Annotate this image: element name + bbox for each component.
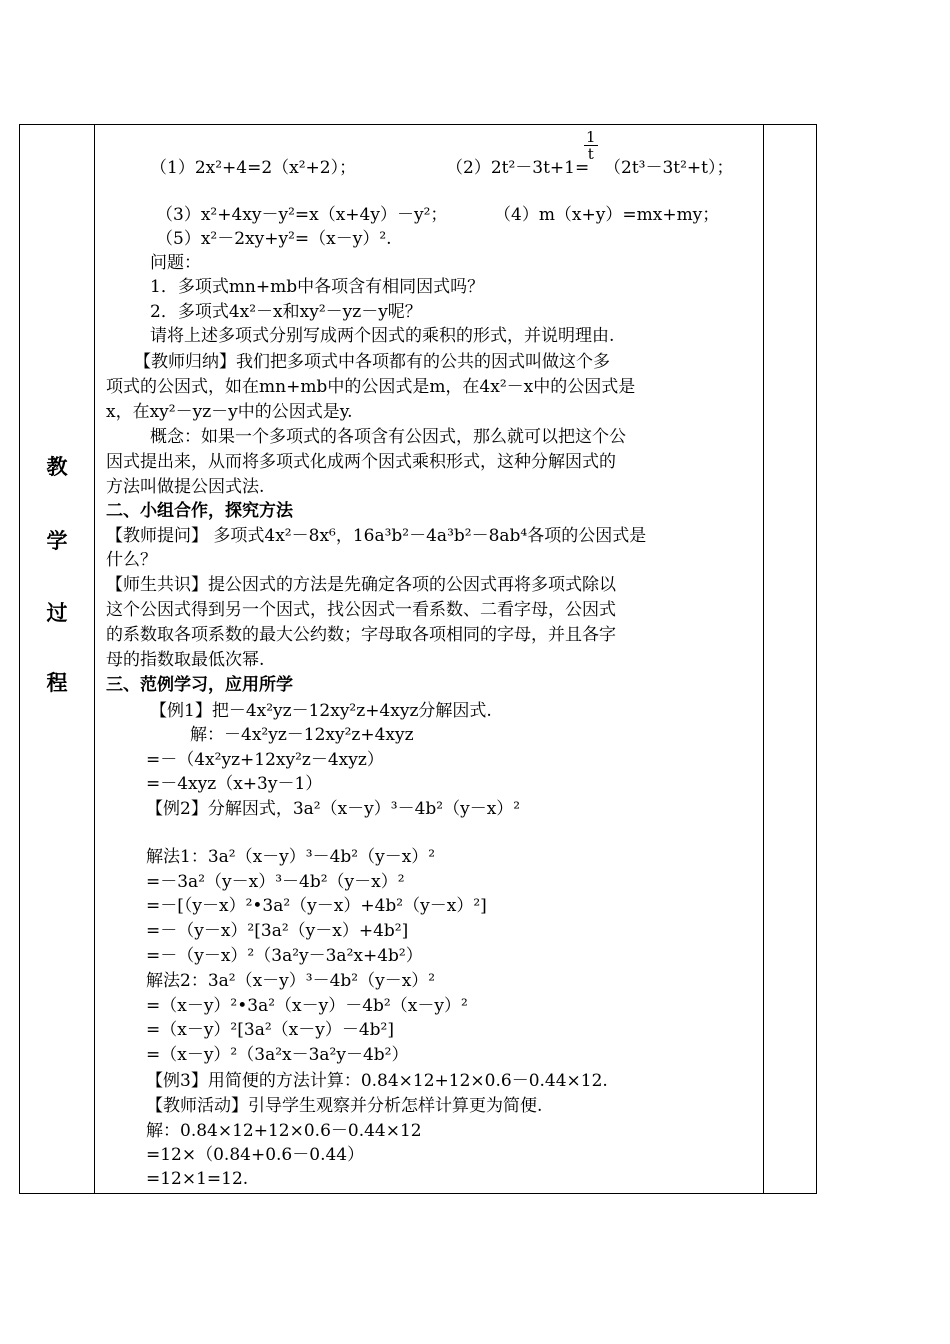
fraction-one-over-t: [584, 129, 598, 162]
teacher-summary: 项式的公因式，如在mn+mb中的公因式是m，在4x²－x中的公因式是: [106, 377, 636, 397]
exercise-2-rest: （2t³－3t²+t）；: [604, 158, 734, 178]
example-2-step: =－3a²（y－x）³－4b²（y－x）²: [146, 872, 405, 892]
example-2-step: =（x－y）²（3a²x－3a²y－4b²）: [146, 1045, 409, 1065]
example-2-step: =（x－y）²•3a²（x－y）－4b²（x－y）²: [146, 996, 468, 1016]
example-1-step: =－4xyz（x+3y－1）: [146, 774, 323, 794]
example-2-step: =－[（y－x）²•3a²（y－x）+4b²（y－x）²]: [146, 896, 487, 916]
example-3-solution: 解：0.84×12+12×0.6－0.44×12: [146, 1121, 422, 1141]
exercise-3: （3）x²+4xy－y²=x（x+4y）－y²；: [156, 205, 448, 225]
fraction-numerator: 1: [586, 128, 596, 146]
example-2-step: =（x－y）²[3a²（x－y）－4b²]: [146, 1020, 394, 1040]
side-label-char: 过: [46, 601, 68, 625]
example-1-solution: 解：－4x²yz－12xy²z+4xyz: [190, 725, 414, 745]
question-1: 1．多项式mn+mb中各项含有相同因式吗？: [150, 277, 485, 297]
example-1: 【例1】把－4x²yz－12xy²z+4xyz分解因式.: [150, 701, 492, 721]
example-3-step: =12×1=12.: [146, 1169, 249, 1189]
exercise-2: （2）2t²－3t+1=: [446, 158, 590, 178]
column-divider-left: [94, 125, 95, 1193]
exercise-1: （1）2x²+4=2（x²+2）；: [150, 158, 357, 178]
lesson-table: [19, 124, 817, 1194]
teacher-activity: 【教师活动】引导学生观察并分析怎样计算更为简便.: [146, 1096, 543, 1116]
teacher-question: 什么？: [106, 550, 157, 570]
consensus: 这个公因式得到另一个因式，找公因式一看系数、二看字母，公因式: [106, 600, 616, 620]
instruction: 请将上述多项式分别写成两个因式的乘积的形式，并说明理由.: [150, 326, 615, 346]
consensus: 【师生共识】提公因式的方法是先确定各项的公因式再将多项式除以: [106, 575, 616, 595]
question-2: 2．多项式4x²－x和xy²－yz－y呢？: [150, 302, 422, 322]
side-label-column: [20, 125, 94, 1193]
teacher-summary: x，在xy²－yz－y中的公因式是y.: [106, 402, 353, 422]
example-1-step: =－（4x²yz+12xy²z－4xyz）: [146, 750, 384, 770]
side-label-char: 学: [46, 529, 68, 553]
example-3: 【例3】用简便的方法计算：0.84×12+12×0.6－0.44×12.: [146, 1071, 608, 1091]
teacher-summary: 【教师归纳】我们把多项式中各项都有的公共的因式叫做这个多: [134, 352, 610, 372]
exercise-5: （5）x²－2xy+y²=（x－y）².: [156, 229, 392, 249]
section-heading-2: 二、小组合作，探究方法: [106, 501, 293, 521]
example-2-method-1: 解法1：3a²（x－y）³－4b²（y－x）²: [146, 847, 436, 867]
consensus: 的系数取各项系数的最大公约数；字母取各项相同的字母，并且各字: [106, 625, 616, 645]
exercise-4: （4）m（x+y）=mx+my；: [494, 205, 720, 225]
fraction-denominator: t: [587, 145, 594, 163]
teacher-question: 【教师提问】 多项式4x²－8x⁶，16a³b²－4a³b²－8ab⁴各项的公因式是: [106, 526, 647, 546]
concept: 方法叫做提公因式法.: [106, 477, 265, 497]
side-label-char: 教: [46, 455, 68, 479]
example-2-step: =－（y－x）²[3a²（y－x）+4b²]: [146, 921, 409, 941]
section-heading-3: 三、范例学习，应用所学: [106, 675, 293, 695]
concept: 概念：如果一个多项式的各项含有公因式，那么就可以把这个公: [150, 427, 626, 447]
example-2-step: =－（y－x）²（3a²y－3a²x+4b²）: [146, 946, 423, 966]
example-2: 【例2】分解因式，3a²（x－y）³－4b²（y－x）²: [146, 799, 521, 819]
column-divider-right: [763, 125, 764, 1193]
side-label-char: 程: [46, 671, 68, 695]
consensus: 母的指数取最低次幂.: [106, 650, 265, 670]
example-3-step: =12×（0.84+0.6－0.44）: [146, 1145, 365, 1165]
question-heading: 问题：: [150, 253, 201, 273]
example-2-method-2: 解法2：3a²（x－y）³－4b²（y－x）²: [146, 971, 436, 991]
concept: 因式提出来，从而将多项式化成两个因式乘积形式，这种分解因式的: [106, 452, 616, 472]
